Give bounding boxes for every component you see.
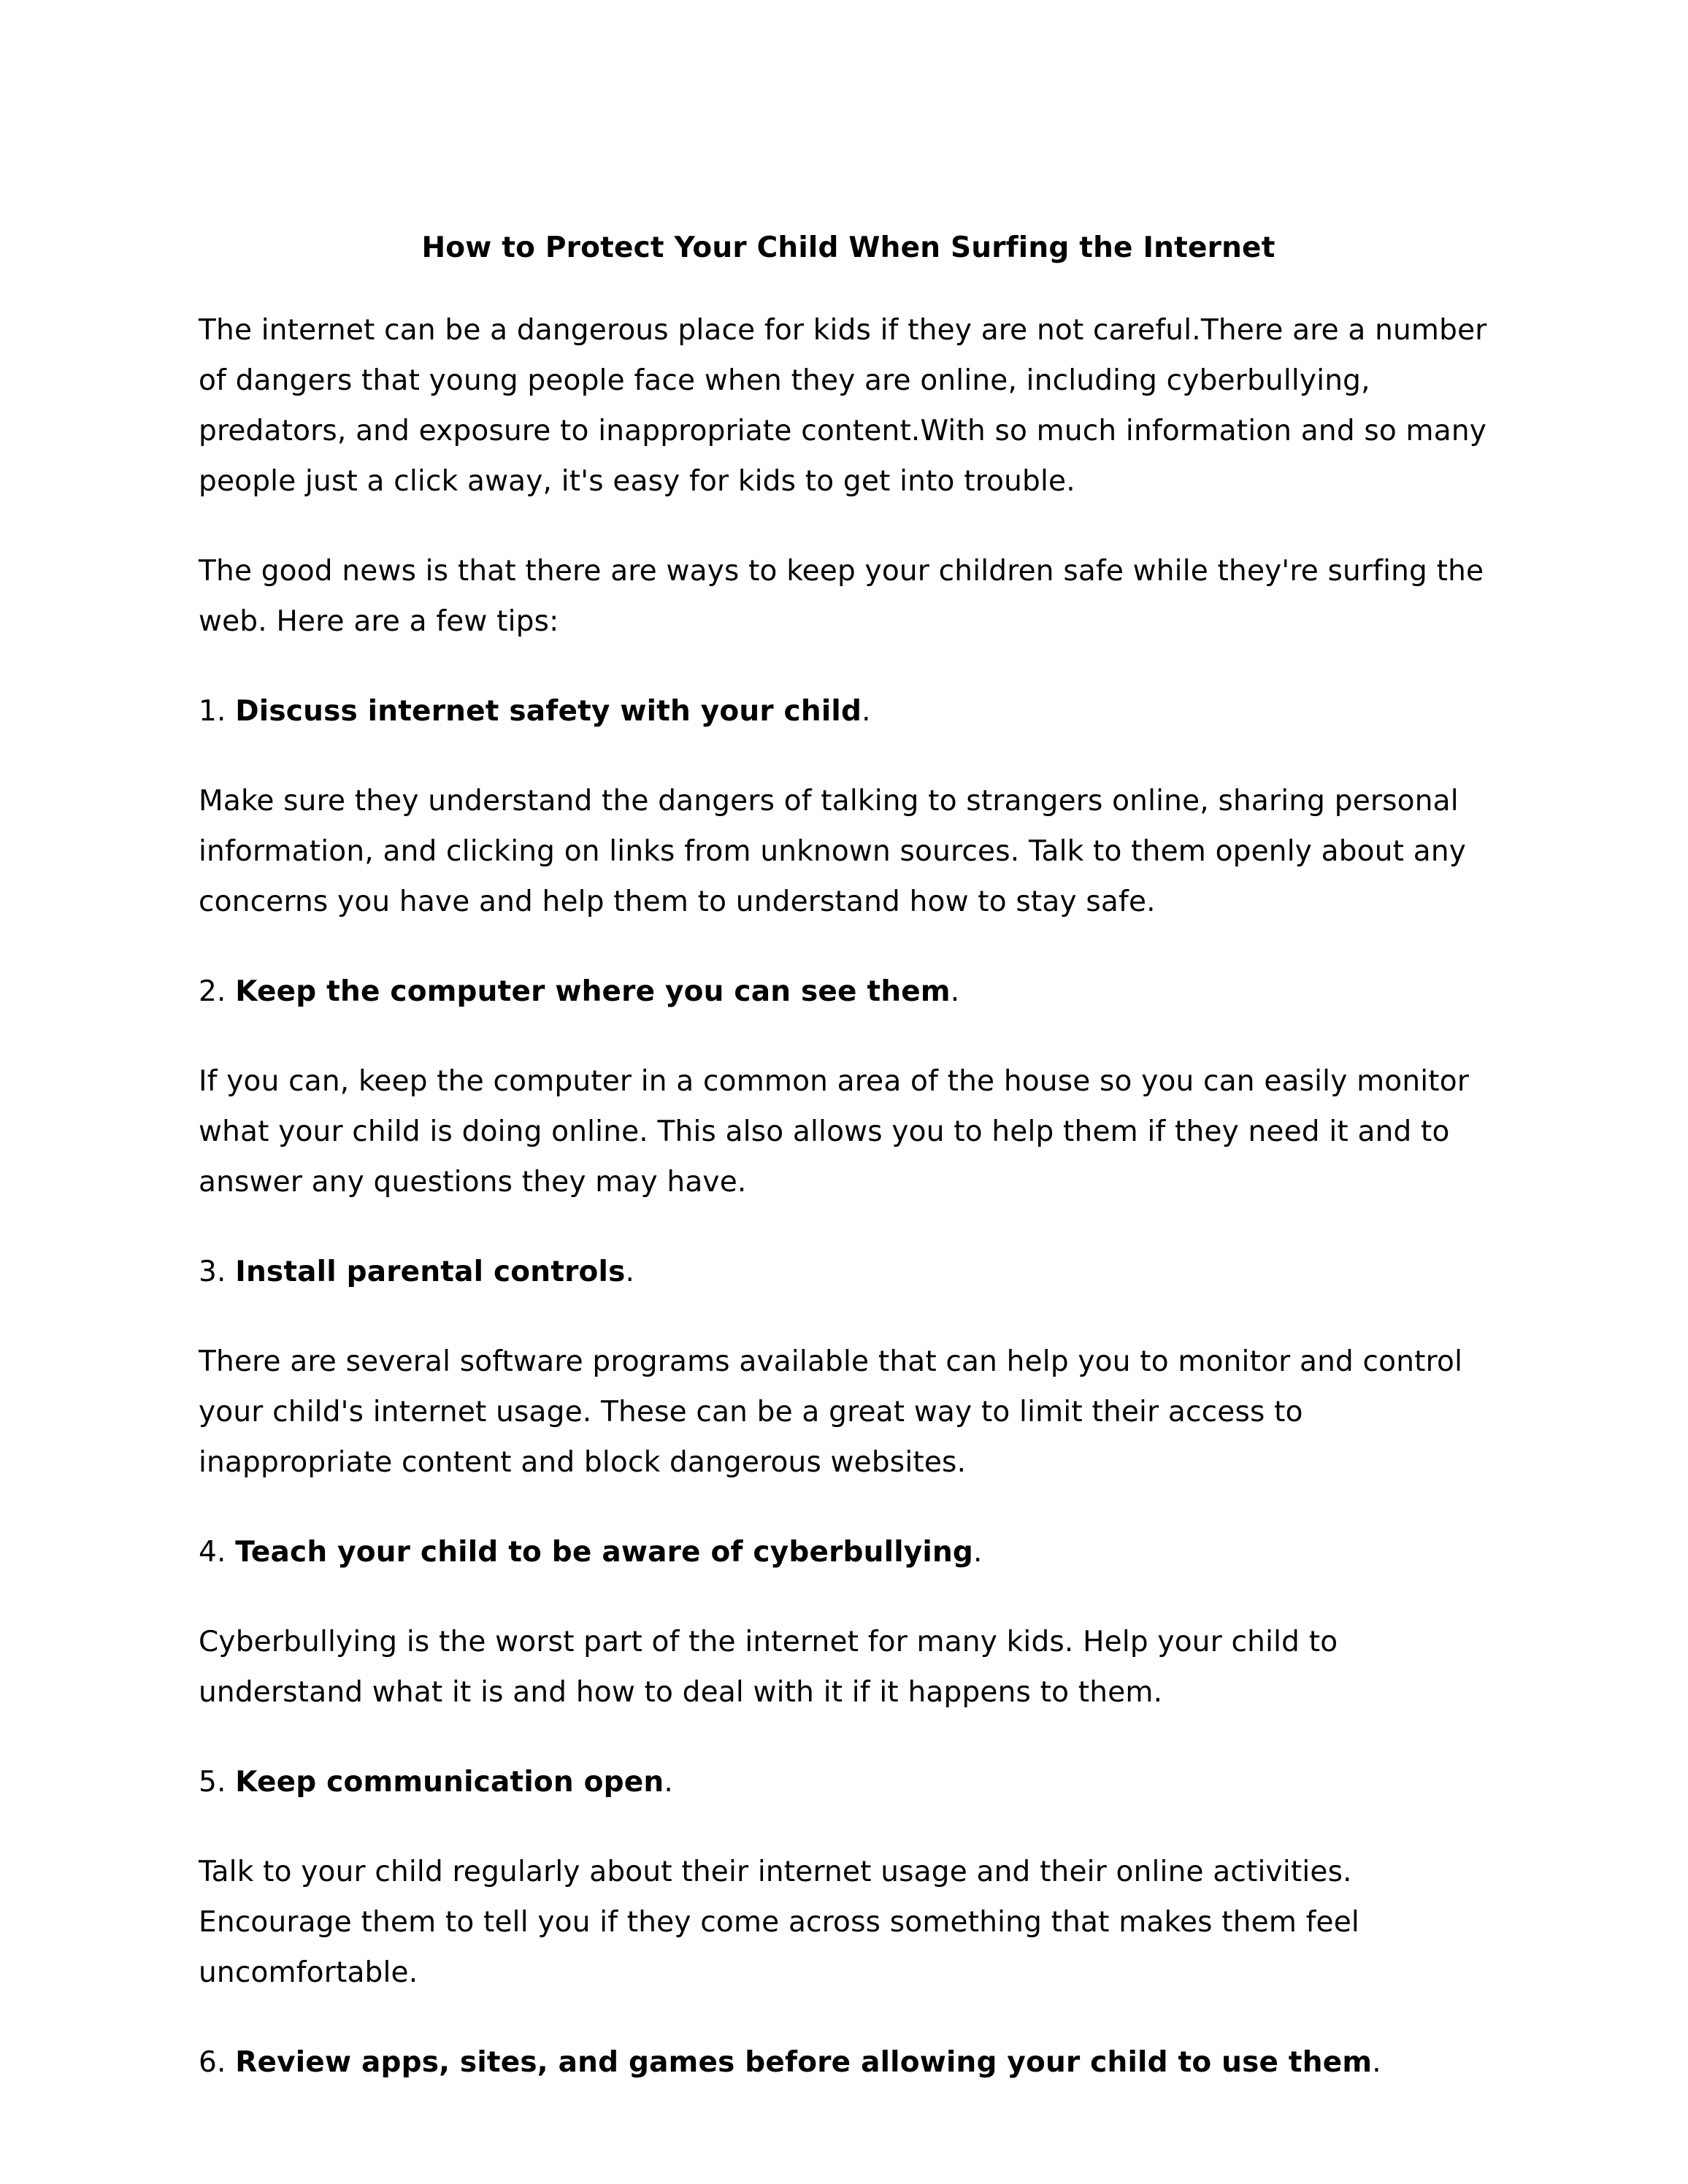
tip-heading-4 bbox=[199, 1527, 1498, 1577]
tip-body-3: There are several software programs available that can help you to monitor and control your child's internet usage. These can be a great way to limit their access to inappropriate content and block dangerous websites. bbox=[199, 1345, 1463, 1479]
tip-number: 5. bbox=[199, 1766, 226, 1799]
tip-period: . bbox=[625, 1256, 635, 1288]
tip-period: . bbox=[1372, 2046, 1381, 2079]
tip-title: Install parental controls bbox=[235, 1256, 626, 1288]
tip-period: . bbox=[862, 695, 871, 728]
document-body bbox=[199, 228, 1498, 2088]
intro-paragraph-1: The internet can be a dangerous place for kids if they are not careful.There are a number of dangers that young people face when they are online, including cyberbullying, predators, and exposure to inappropriate content.With so much information and so many people just a click away, it's easy for kids to get into trouble. bbox=[199, 314, 1487, 498]
tip-body-1: Make sure they understand the dangers of talking to strangers online, sharing personal information, and clicking on links from unknown sources. Talk to them openly about any concerns you have and help them to understand how to stay safe. bbox=[199, 785, 1467, 918]
tip-body-5: Talk to your child regularly about their internet usage and their online activities. Encourage them to tell you if they come across something that makes them feel uncomfortable. bbox=[199, 1856, 1359, 1989]
page-title: How to Protect Your Child When Surfing the Internet bbox=[421, 231, 1275, 264]
tip-period: . bbox=[664, 1766, 673, 1799]
tip-title: Discuss internet safety with your child bbox=[235, 695, 862, 728]
tip-period: . bbox=[973, 1536, 983, 1569]
tip-heading-1 bbox=[199, 686, 1498, 737]
tip-number: 4. bbox=[199, 1536, 226, 1569]
tip-number: 2. bbox=[199, 975, 226, 1008]
intro-paragraph-2: The good news is that there are ways to keep your children safe while they're surfing the web. Here are a few tips: bbox=[199, 555, 1484, 638]
tip-number: 1. bbox=[199, 695, 226, 728]
tip-body-4: Cyberbullying is the worst part of the internet for many kids. Help your child to understand what it is and how to deal with it if it happens to them. bbox=[199, 1626, 1338, 1709]
tip-heading-2 bbox=[199, 966, 1498, 1017]
tip-period: . bbox=[950, 975, 960, 1008]
tip-title: Teach your child to be aware of cyberbullying bbox=[235, 1536, 974, 1569]
tip-body-2: If you can, keep the computer in a common area of the house so you can easily monitor what your child is doing online. This also allows you to help them if they need it and to answer any questions they may have. bbox=[199, 1065, 1470, 1199]
tip-number: 3. bbox=[199, 1256, 226, 1288]
tip-heading-5 bbox=[199, 1757, 1498, 1807]
tip-heading-6 bbox=[199, 2037, 1498, 2088]
tip-number: 6. bbox=[199, 2046, 226, 2079]
tip-heading-3 bbox=[199, 1247, 1498, 1297]
tip-title: Review apps, sites, and games before allowing your child to use them bbox=[235, 2046, 1373, 2079]
tip-title: Keep communication open bbox=[235, 1766, 664, 1799]
tip-title: Keep the computer where you can see them bbox=[235, 975, 951, 1008]
